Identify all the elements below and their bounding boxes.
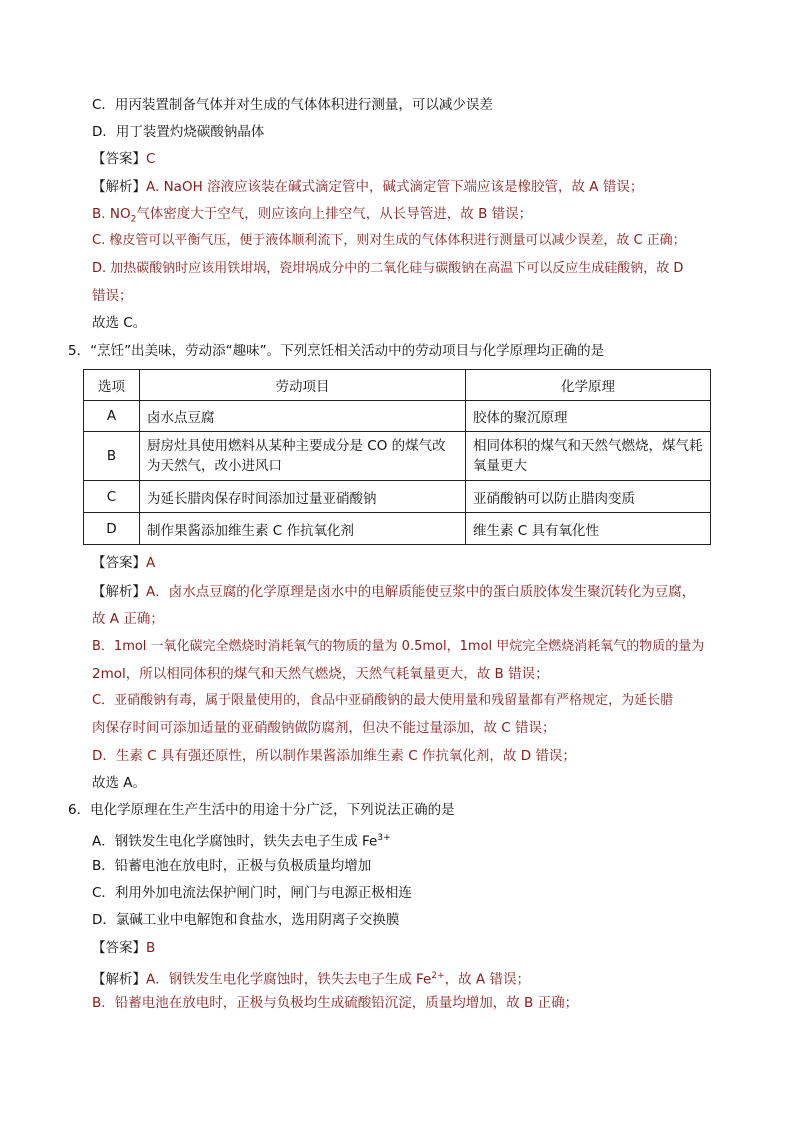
q5-analysis-d: D．生素 C 具有强还原性，所以制作果酱添加维生素 C 作抗氧化剂，故 D 错误； — [92, 748, 576, 764]
analysis-text: A. NaOH 溶液应该装在碱式滴定管中，碱式滴定管下端应该是橡胶管，故 A 错误； — [146, 179, 644, 195]
subscript: 2 — [130, 214, 137, 225]
table-row — [84, 513, 711, 545]
q6-option-d: D．氯碱工业中电解饱和食盐水，选用阴离子交换膜 — [92, 912, 400, 928]
answer-value: A — [146, 555, 156, 571]
table-cell: D — [84, 513, 140, 545]
table-cell: 厨房灶具使用燃料从某种主要成分是 CO 的煤气改为天然气，改小进风口 — [140, 432, 466, 481]
q5-analysis-b-line1: B．1mol 一氧化碳完全燃烧时消耗氧气的物质的量为 0.5mol，1mol 甲烷完全燃烧消耗氧气的物质的量为 — [92, 639, 705, 654]
q4-analysis-a — [92, 177, 643, 197]
q4-analysis-d-line1: D. 加热碳酸钠时应该用铁坩埚，瓷坩埚成分中的二氧化硅与碳酸钠在高温下可以反应生成硅酸钠，故 D — [92, 261, 684, 276]
q4-analysis-c: C. 橡皮管可以平衡气压，便于液体顺利流下，则对生成的气体体积进行测量可以减少误差，故 C 正确； — [92, 233, 686, 248]
q5-analysis-a-line2: 故 A 正确； — [92, 611, 164, 627]
table-cell: A — [84, 401, 140, 432]
table-cell: 卤水点豆腐 — [140, 401, 466, 432]
superscript: 2+ — [431, 971, 445, 981]
q6-stem: 6．电化学原理在生产生活中的用途十分广泛，下列说法正确的是 — [68, 802, 455, 818]
q5-stem: 5．“烹饪”出美味，劳动添“趣味”。下列烹饪相关活动中的劳动项目与化学原理均正确的是 — [68, 343, 605, 359]
option-text: A．钢铁发生电化学腐蚀时，铁失去电子生成 Fe — [92, 833, 378, 850]
q5-analysis-a-line1 — [92, 582, 695, 602]
table-header: 化学原理 — [466, 370, 711, 401]
answer-tag: 【答案】 — [92, 940, 146, 956]
q5-analysis-c-line1: C．亚硝酸钠有毒，属于限量使用的，食品中亚硝酸钠的最大使用量和残留量都有严格规定，为延长腊 — [92, 693, 674, 708]
q5-analysis-b-line2: 2mol，所以相同体积的煤气和天然气燃烧，天然气耗氧量更大，故 B 错误； — [92, 666, 549, 682]
table-row — [84, 481, 711, 513]
q5-answer — [92, 553, 155, 573]
q6-answer — [92, 938, 155, 958]
table-cell: 亚硝酸钠可以防止腊肉变质 — [466, 481, 711, 513]
table-cell: C — [84, 481, 140, 513]
analysis-tag: 【解析】 — [92, 971, 146, 988]
analysis-text: A．钢铁发生电化学腐蚀时，铁失去电子生成 Fe — [146, 971, 432, 988]
analysis-text: B. NO — [92, 206, 131, 222]
table-cell: 制作果酱添加维生素 C 作抗氧化剂 — [140, 513, 466, 545]
analysis-text: 气体密度大于空气，则应该向上排空气，从长导管进，故 B 错误； — [136, 206, 533, 222]
analysis-text: ，故 A 错误； — [444, 971, 530, 988]
table-cell: 为延长腊肉保存时间添加过量亚硝酸钠 — [140, 481, 466, 513]
q4-analysis-d-line2: 错误； — [92, 288, 133, 304]
q4-conclusion: 故选 C。 — [92, 315, 147, 331]
q5-conclusion: 故选 A。 — [92, 775, 147, 791]
answer-value: B — [146, 940, 156, 956]
q6-analysis-b: B．铅蓄电池在放电时，正极与负极均生成硫酸铅沉淀，质量均增加，故 B 正确； — [92, 995, 579, 1011]
q5-analysis-c-line2: 肉保存时间可添加适量的亚硝酸钠做防腐剂，但决不能过量添加，故 C 错误； — [92, 720, 556, 736]
q4-option-d: D．用丁装置灼烧碳酸钠晶体 — [92, 124, 265, 140]
analysis-tag: 【解析】 — [92, 584, 146, 600]
answer-value: C — [146, 151, 156, 167]
q6-option-c: C．利用外加电流法保护闸门时，闸门与电源正极相连 — [92, 885, 412, 901]
table-row — [84, 432, 711, 481]
table-cell: 胶体的聚沉原理 — [466, 401, 711, 432]
table-header: 选项 — [84, 370, 140, 401]
q4-answer — [92, 149, 155, 169]
superscript: 3+ — [377, 833, 391, 843]
analysis-tag: 【解析】 — [92, 179, 146, 195]
table-cell: 相同体积的煤气和天然气燃烧，煤气耗氧量更大 — [466, 432, 711, 481]
q6-option-a — [92, 828, 391, 852]
q4-analysis-b — [92, 204, 532, 230]
table-cell: 维生素 C 具有氧化性 — [466, 513, 711, 545]
table-row — [84, 401, 711, 432]
q6-option-b: B．铅蓄电池在放电时，正极与负极质量均增加 — [92, 858, 372, 874]
analysis-text: A．卤水点豆腐的化学原理是卤水中的电解质能使豆浆中的蛋白质胶体发生聚沉转化为豆腐， — [146, 584, 696, 600]
q4-option-c: C．用丙装置制备气体并对生成的气体体积进行测量，可以减少误差 — [92, 97, 493, 113]
table-header: 劳动项目 — [140, 370, 466, 401]
answer-tag: 【答案】 — [92, 555, 146, 571]
answer-tag: 【答案】 — [92, 151, 146, 167]
q5-table — [83, 369, 711, 545]
q6-analysis-a — [92, 966, 530, 990]
table-header-row — [84, 370, 711, 401]
table-cell: B — [84, 432, 140, 481]
